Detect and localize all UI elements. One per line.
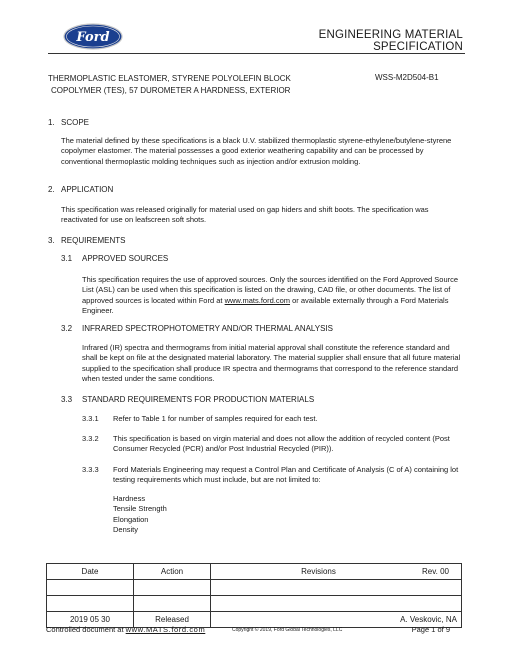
- section-1-title: SCOPE: [61, 118, 90, 127]
- page-header-title: ENGINEERING MATERIAL SPECIFICATION: [318, 29, 463, 53]
- section-3-3-2-number: 3.3.2: [82, 434, 99, 443]
- list-item: Tensile Strength: [113, 504, 167, 514]
- table-cell: [47, 580, 134, 596]
- section-3-1-number: 3.1: [61, 254, 73, 263]
- list-item: Elongation: [113, 514, 149, 524]
- revision-table-header: [47, 564, 462, 580]
- list-item: Density: [113, 525, 139, 535]
- table-cell: [211, 596, 462, 612]
- rev-number: Rev. 00: [422, 567, 449, 576]
- section-3-3-1-body: Refer to Table 1 for number of samples required for each test.: [113, 414, 318, 423]
- page-number: Page 1 of 9: [411, 625, 450, 634]
- section-3-1-body-b: or available externally through a Ford Materials Engineer.: [82, 295, 449, 316]
- copyright-notice: Copyright © 2019, Ford Global Technologies, LLC: [232, 627, 343, 633]
- table-cell: [134, 580, 211, 596]
- revision-table: [46, 563, 462, 628]
- section-3-3-1-number: 3.3.1: [82, 414, 99, 423]
- revision-date: 2019 05 30: [47, 612, 134, 628]
- section-3-3-3-number: 3.3.3: [82, 465, 99, 474]
- table-cell: [134, 596, 211, 612]
- section-3-3-title: STANDARD REQUIREMENTS FOR PRODUCTION MATERIALS: [82, 395, 315, 404]
- section-1-body: The material defined by these specifications is a black U.V. stabilized thermoplastic styrene-ethylene/butylene-styrene copolymer elastomer. The material possesses a good exterior weathering capability and can be processed by conventional thermoplastic molding techniques such as injection and/or extrusion molding.: [61, 136, 452, 166]
- table-cell: [211, 580, 462, 596]
- section-1-number: 1.: [48, 118, 55, 127]
- mats-ford-link[interactable]: www.mats.ford.com: [224, 295, 291, 305]
- section-2-body: This specification was released originally for material used on gap hiders and shift boots. The specification was reactivated for use on leafscreen soft shots.: [61, 205, 429, 225]
- revision-author: A. Veskovic, NA: [211, 612, 462, 628]
- section-2-title: APPLICATION: [61, 185, 114, 194]
- section-3-3-number: 3.3: [61, 395, 73, 404]
- action-header: Action: [134, 564, 211, 580]
- table-row: [47, 596, 462, 612]
- list-item: Hardness: [113, 494, 146, 503]
- controlled-document-label: Controlled document at: [46, 625, 124, 634]
- document-title: [48, 73, 291, 97]
- table-cell: [47, 596, 134, 612]
- ford-logo: [63, 23, 123, 50]
- section-3-number: 3.: [48, 236, 55, 245]
- section-3-2-number: 3.2: [61, 324, 73, 333]
- date-header: Date: [47, 564, 134, 580]
- section-3-2-title: INFRARED SPECTROPHOTOMETRY AND/OR THERMAL ANALYSIS: [82, 324, 334, 333]
- section-3-1-body: [82, 275, 462, 317]
- document-title-line-2: COPOLYMER (TES), 57 DUROMETER A HARDNESS, EXTERIOR: [51, 86, 291, 95]
- section-3-2-body: Infrared (IR) spectra and thermograms from initial material approval shall constitute the reference standard and shall be kept on file at the designated material laboratory. The material supplier shall ensure that all future material supplied to the specification shall produce IR spectra and thermograms that correspond to the reference standard when tested under the same conditions.: [82, 343, 461, 384]
- page-footer: [46, 625, 462, 634]
- ford-logo-text: Ford: [76, 30, 110, 45]
- section-2-number: 2.: [48, 185, 55, 194]
- revision-action: Released: [134, 612, 211, 628]
- table-row: [47, 580, 462, 596]
- section-3-3-3-body: Ford Materials Engineering may request a Control Plan and Certificate of Analysis (C of A) containing lot testing requirements which must include, but are not limited to:: [113, 465, 459, 485]
- mats-ford-footer-link[interactable]: www.MATS.ford.com: [125, 625, 206, 634]
- section-3-3-2-body: This specification is based on virgin material and does not allow the addition of recycled content (Post Consumer Recycled (PCR) and/or Post Industrial Recycled (PIR)).: [113, 434, 450, 454]
- section-3-1-body-a: This specification requires the use of approved sources. Only the sources identified on the Ford Approved Source List (ASL) can be used when this specification is listed on the drawing, CAD file, or other documents. The list of approved sources is located within Ford at: [82, 275, 459, 305]
- revisions-label: Revisions: [301, 567, 336, 576]
- document-number: WSS-M2D504-B1: [375, 73, 439, 82]
- analysis-requirements-list: [113, 494, 167, 536]
- revisions-header: [211, 564, 462, 580]
- section-3-title: REQUIREMENTS: [61, 236, 126, 245]
- header-divider: [48, 53, 465, 54]
- section-3-1-title: APPROVED SOURCES: [82, 254, 169, 263]
- document-title-line-1: THERMOPLASTIC ELASTOMER, STYRENE POLYOLEFIN BLOCK: [48, 74, 291, 83]
